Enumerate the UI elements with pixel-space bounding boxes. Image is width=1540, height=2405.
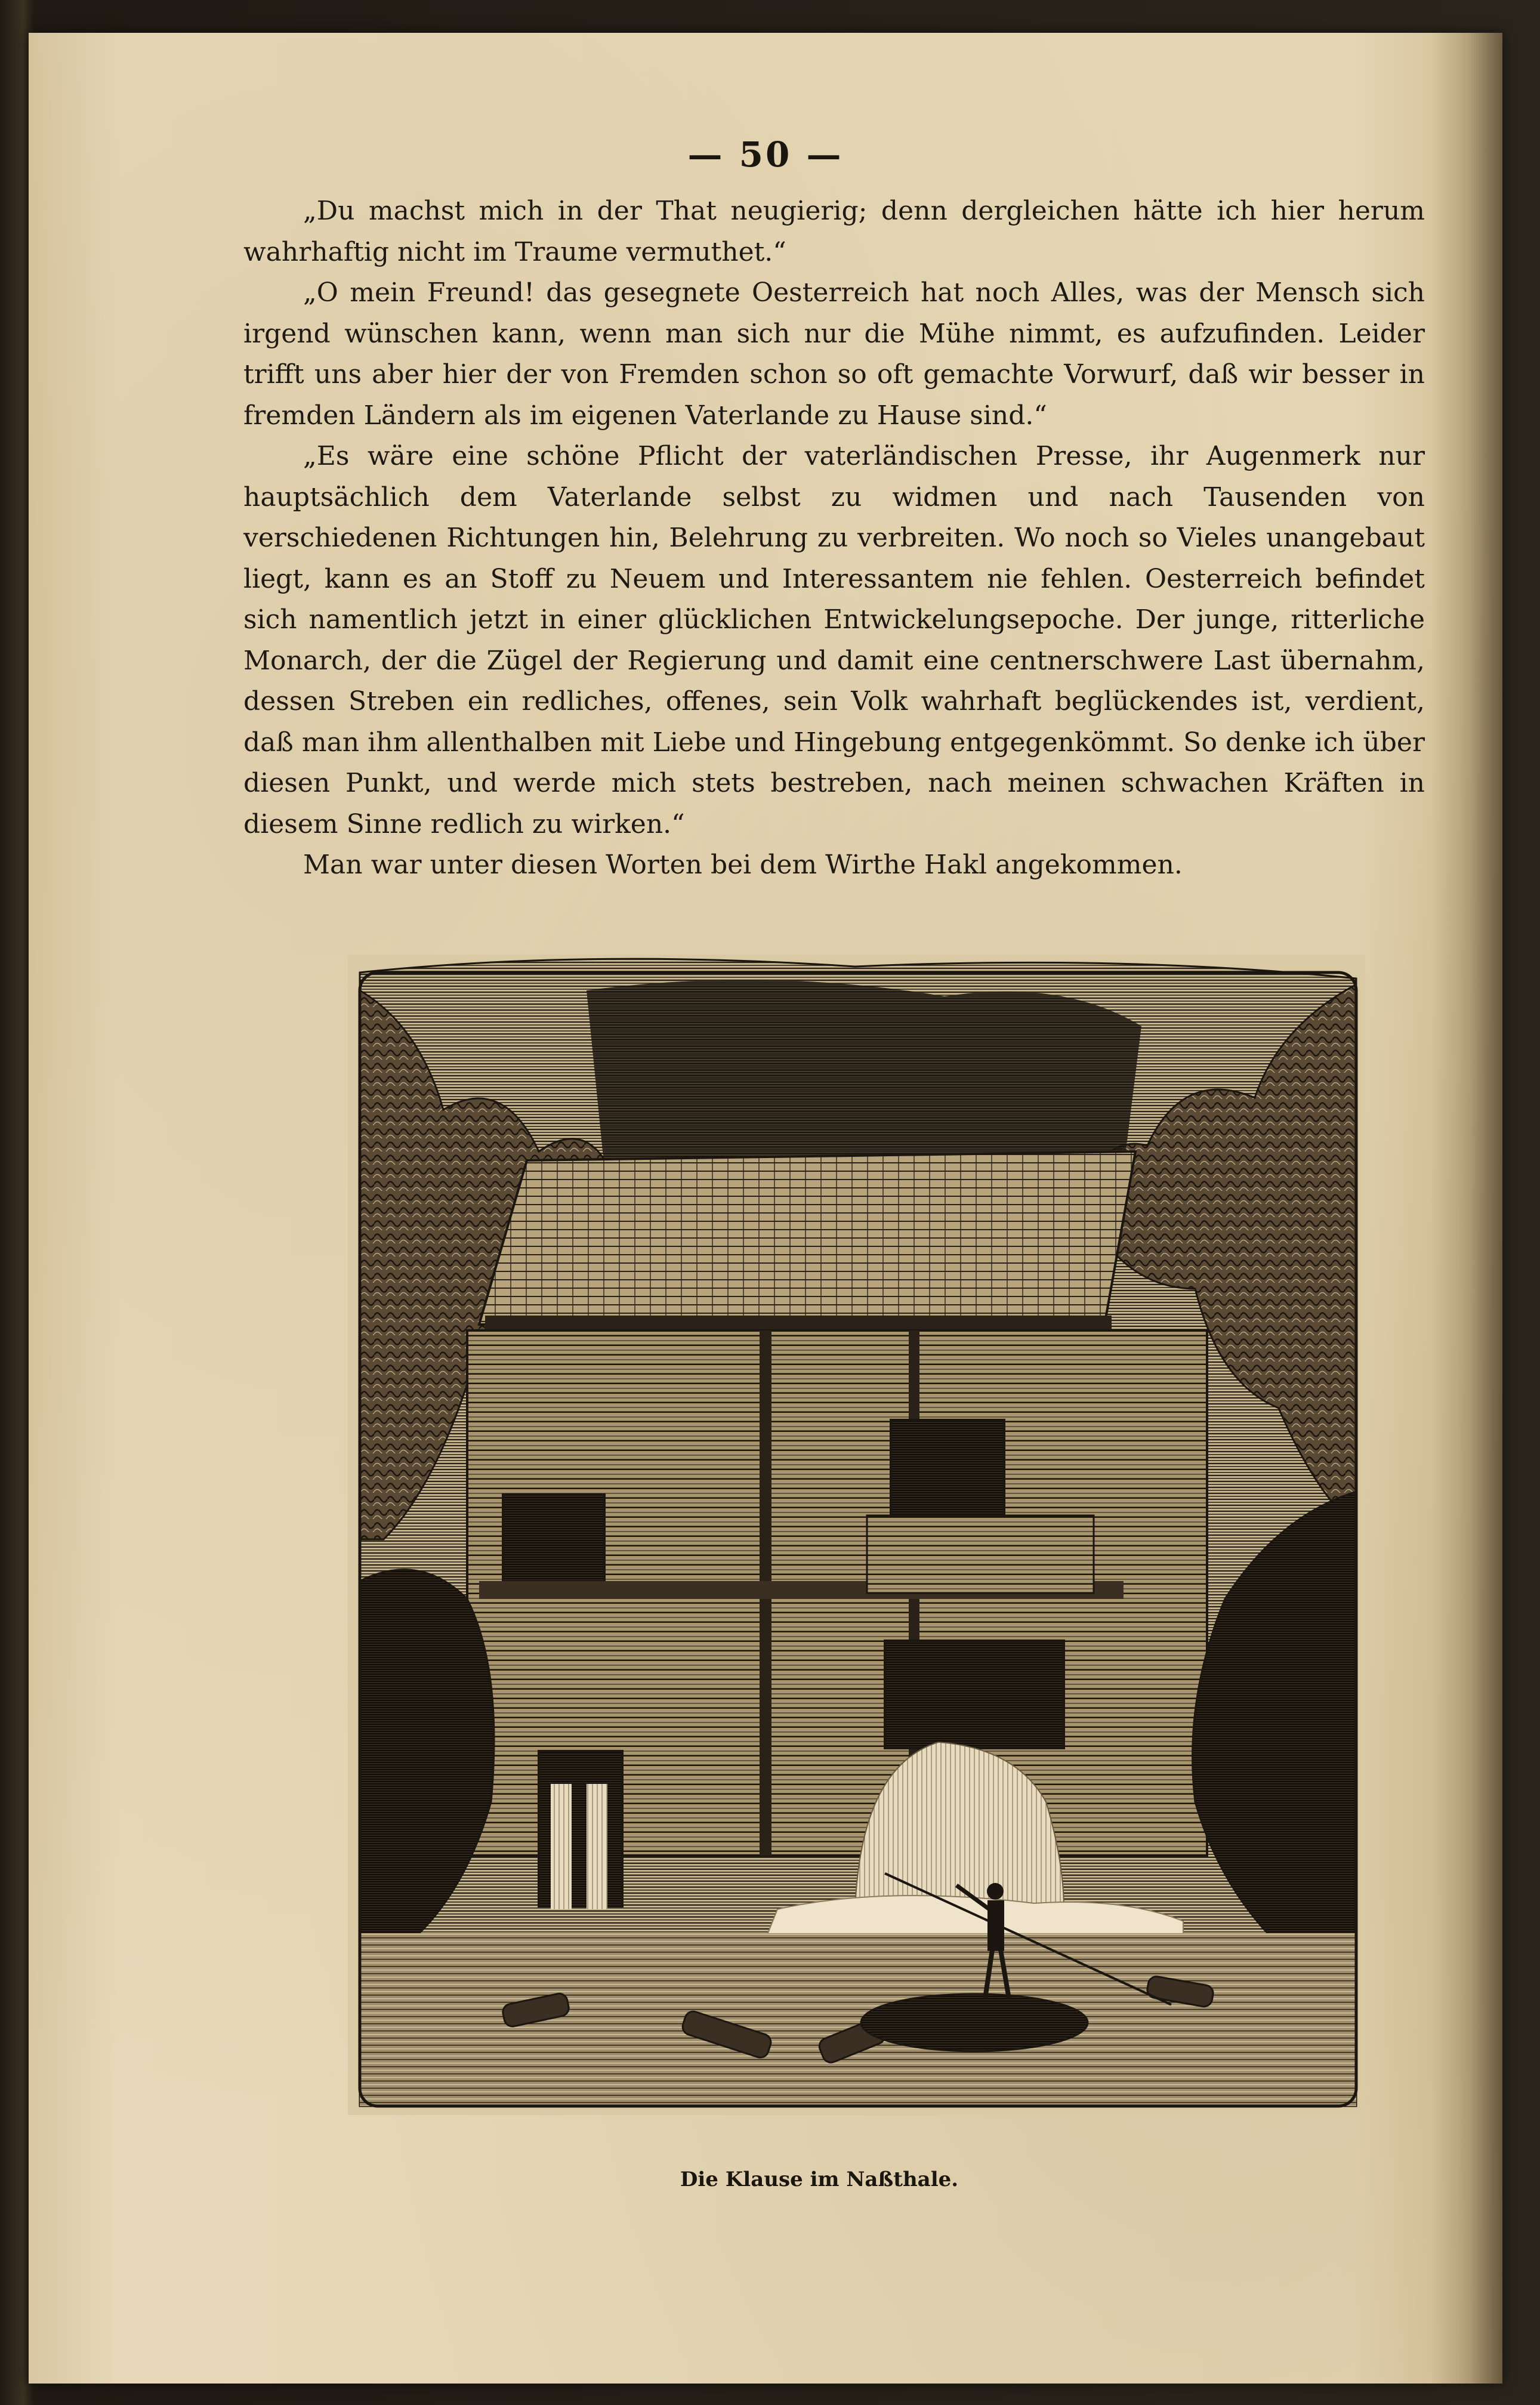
paragraph-1: „Du machst mich in der That neugierig; denn dergleichen hätte ich hier herum wahrhaftig nicht im Traume vermuthet.“ xyxy=(243,196,1425,267)
engraving-klause xyxy=(348,955,1365,2115)
paragraph-2: „O mein Freund! das gesegnete Oesterreich hat noch Alles, was der Mensch sich irgend wünschen kann, wenn man sich nur die Mühe nimmt, es aufzufinden. Leider trifft uns aber hier der von Fremden schon so oft gemachte Vorwurf, daß wir besser in fremden Ländern als im eigenen Vaterlande zu Hause sind.“ xyxy=(243,277,1425,431)
paragraph-4: Man war unter diesen Worten bei dem Wirthe Hakl angekommen. xyxy=(303,850,1183,880)
roof xyxy=(479,1151,1135,1325)
book-page xyxy=(29,33,1502,2384)
page-gutter-shadow xyxy=(1431,33,1502,2384)
rock-island xyxy=(861,1994,1088,2051)
window-right xyxy=(891,1420,1004,1515)
illustration-caption: Die Klause im Naßthale. xyxy=(680,2168,959,2191)
page-number: — 50 — xyxy=(687,134,844,175)
window-left xyxy=(503,1495,604,1584)
paragraph-3: „Es wäre eine schöne Pflicht der vaterländischen Presse, ihr Augenmerk nur hauptsächlich dem Vaterlande selbst zu widmen und nach Tausenden von verschiedenen Richtungen hin, Belehrung zu verbreiten. Wo noch so Vieles unangebaut liegt, kann es an Stoff zu Neuem und Interessantem nie fehlen. Oesterreich befindet sich namentlich jetzt in einer glücklichen Entwickelungsepoche. Der junge, ritterliche Monarch, der die Zügel der Regierung und damit eine centnerschwere Last übernahm, dessen Streben ein redliches, offenes, sein Volk wahrhaft beglückendes ist, verdient, daß man ihm allenthalben mit Liebe und Hingebung entgegenkömmt. So denke ich über diesen Punkt, und werde mich stets bestreben, nach meinen schwachen Kräften in diesem Sinne redlich zu wirken.“ xyxy=(243,441,1425,839)
sluice-center xyxy=(885,1641,1064,1748)
body-text xyxy=(243,191,1425,886)
